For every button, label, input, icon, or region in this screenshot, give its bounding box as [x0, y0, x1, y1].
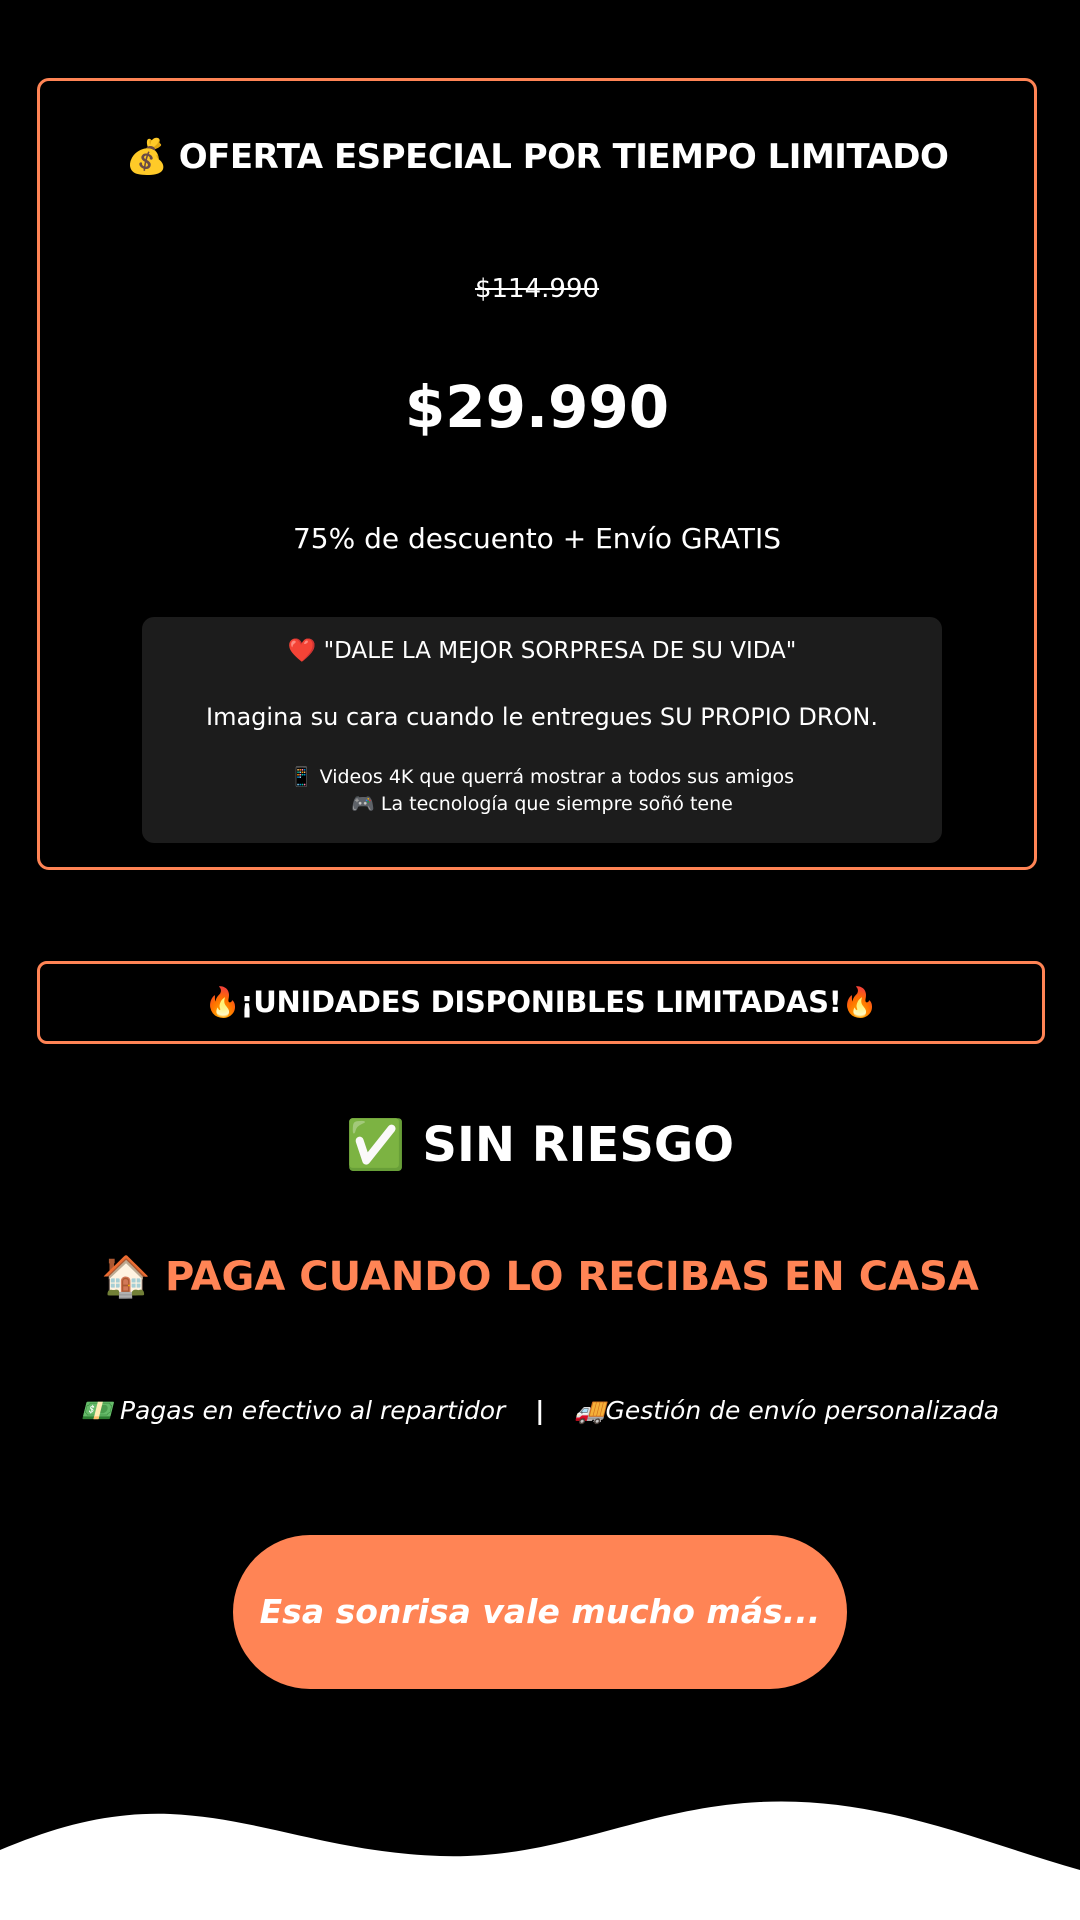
cash-icon: 💵 [80, 1396, 113, 1425]
heart-icon: ❤️ [287, 638, 317, 664]
phone-icon: 📱 [289, 766, 314, 788]
fire-icon: 🔥 [204, 985, 241, 1019]
gift-heading [142, 637, 942, 664]
new-price: $29.990 [404, 373, 670, 441]
limited-units-text: ¡UNIDADES DISPONIBLES LIMITADAS! [240, 985, 842, 1019]
pay-on-delivery-text: PAGA CUANDO LO RECIBAS EN CASA [164, 1254, 979, 1300]
offer-title [40, 137, 1034, 177]
house-icon: 🏠 [101, 1254, 152, 1300]
no-risk-heading [0, 1116, 1080, 1173]
gamepad-icon: 🎮 [351, 793, 375, 815]
special-offer-card [37, 78, 1037, 870]
limited-units-banner [37, 961, 1045, 1044]
shipping-text: Gestión de envío personalizada [605, 1396, 1000, 1425]
no-risk-text: SIN RIESGO [422, 1117, 735, 1173]
payment-benefits [0, 1396, 1080, 1426]
truck-icon: 🚚 [574, 1396, 606, 1425]
gift-heading-text: "DALE LA MEJOR SORPRESA DE SU VIDA" [323, 638, 797, 664]
fire-icon: 🔥 [841, 985, 878, 1019]
discount-text: 75% de descuento + Envío GRATIS [292, 522, 782, 555]
gift-feature-tech [142, 792, 942, 815]
gift-feature-videos-text: Videos 4K que querrá mostrar a todos sus amigos [319, 766, 795, 788]
gift-message-card [142, 617, 942, 843]
money-bag-icon: 💰 [125, 137, 168, 177]
benefits-separator: | [535, 1396, 545, 1425]
check-mark-icon: ✅ [345, 1117, 406, 1173]
gift-feature-tech-text: La tecnología que siempre soñó tene [380, 793, 733, 815]
old-price: $114.990 [474, 274, 600, 304]
gift-body: Imagina su cara cuando le entregues SU PROPIO DRON. [206, 703, 878, 731]
offer-title-text: OFERTA ESPECIAL POR TIEMPO LIMITADO [178, 137, 949, 177]
bottom-wave-divider [0, 1790, 1080, 1920]
pay-on-delivery-heading [0, 1253, 1080, 1300]
cta-button[interactable]: Esa sonrisa vale mucho más... [233, 1535, 847, 1689]
gift-feature-videos [142, 765, 942, 788]
cash-payment-text: Pagas en efectivo al repartidor [119, 1396, 506, 1425]
